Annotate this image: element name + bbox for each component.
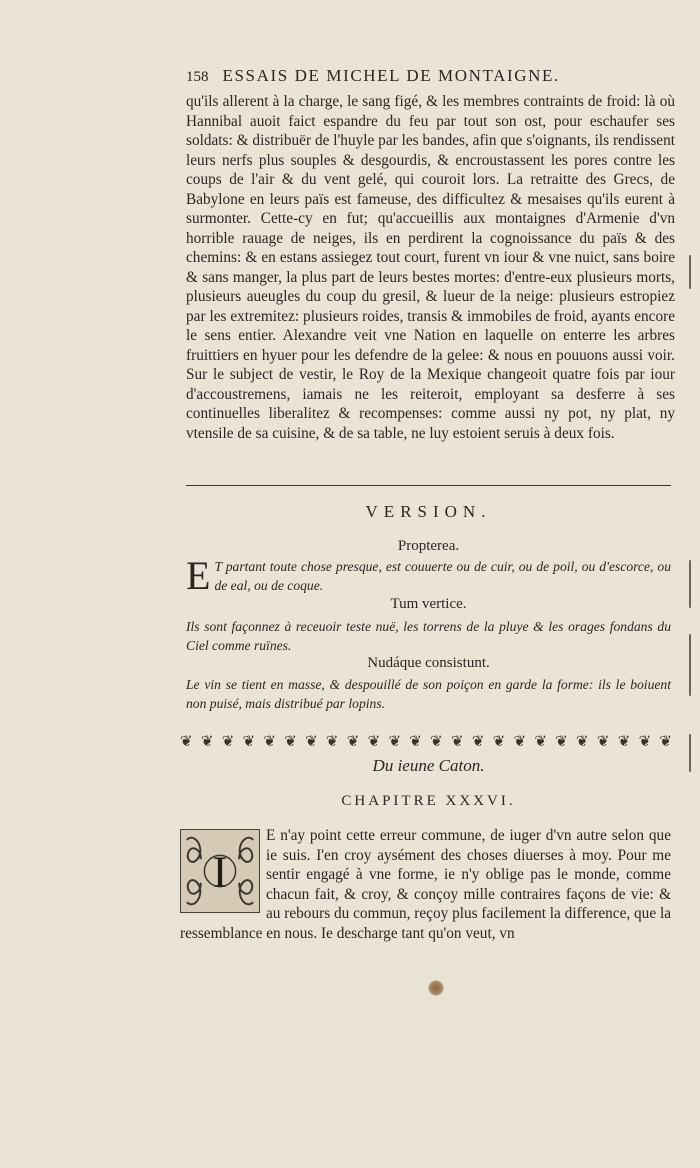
initial-letter: I	[212, 846, 228, 897]
page-number: 158	[186, 69, 209, 85]
fleuron-icon: ❦	[471, 733, 484, 750]
fleuron-icon: ❦	[450, 733, 463, 750]
divider-rule	[186, 485, 671, 486]
fleuron-icon: ❦	[388, 733, 401, 750]
margin-mark	[689, 634, 691, 696]
fleuron-icon: ❦	[305, 733, 317, 750]
fleuron-icon: ❦	[534, 733, 546, 750]
fleuron-icon: ❦	[555, 733, 567, 750]
fleuron-icon: ❦	[180, 733, 192, 750]
chapter-heading: CHAPITRE XXXVI.	[341, 793, 516, 809]
margin-mark	[689, 734, 691, 772]
latin-quote-1: Propterea.	[397, 538, 460, 554]
fleuron-icon: ❦	[325, 733, 338, 750]
chapter-text: E n'ay point cette erreur commune, de iuger d'vn autre selon que ie suis. I'en croy aysément des choses diuerses à moy. Pour me sentir engagé à vne forme, ie n'y oblige pas le monde, comme chacun fait, & croy, & conçoy mille contraires façons de vie: & au rebours du commun, reçoy plus facilement la difference, que la ressemblance en nous. Ie descharge tant qu'on veut, vn	[180, 827, 671, 942]
fleuron-icon: ❦	[221, 733, 234, 750]
margin-mark	[689, 255, 691, 289]
margin-mark	[689, 560, 691, 608]
fleuron-icon: ❦	[596, 733, 609, 750]
running-title: ESSAIS DE MICHEL DE MONTAIGNE.	[222, 66, 560, 85]
fleuron-icon: ❦	[617, 733, 630, 750]
fleuron-icon: ❦	[242, 733, 255, 750]
fleuron-icon: ❦	[430, 733, 442, 750]
translation-1-text: T partant toute chose presque, est couuerte ou de cuir, ou de poil, ou d'escorce, ou de eal, ou de coque.	[214, 559, 671, 593]
translation-3	[186, 675, 671, 713]
fleuron-icon: ❦	[409, 733, 421, 750]
fleuron-icon: ❦	[492, 733, 505, 750]
version-heading: VERSION.	[365, 502, 492, 521]
fleuron-icon: ❦	[263, 733, 275, 750]
latin-quote-3: Nudáque consistunt.	[367, 655, 490, 671]
translation-1	[186, 553, 671, 598]
fleuron-icon: ❦	[576, 733, 588, 750]
fleuron-band	[180, 730, 671, 752]
latin-quote-2: Tum vertice.	[390, 596, 467, 612]
translation-2-text: Ils sont façonnez à receuoir teste nuë, les torrens de la pluye & les orages fondans du Ciel comme ruïnes.	[186, 619, 671, 653]
fleuron-icon: ❦	[284, 733, 296, 750]
fleuron-icon: ❦	[200, 733, 213, 750]
translation-3-text: Le vin se tient en masse, & despouillé de son poiçon en garde la forme: ils le boiuent non puisé, mais distribué par lopins.	[186, 677, 671, 711]
fleuron-icon: ❦	[659, 733, 671, 750]
body-text: qu'ils allerent à la charge, le sang figé, & les membres contraints de froid: là où Hannibal auoit faict espandre du feu par tout son ost, pour eschaufer ses soldats: & distribuër de l'huyle par les bandes, afin que s'oignants, ils rendissent leurs nerfs plus souples & desgourdis, & encroustassent les pores contre les coups de l'air & du vent gelé, qui couroit lors. La retraitte des Grecs, de Babylone en leurs païs est fameuse, des difficultez & mesaises qu'ils eurent à surmonter. Cette-cy en fut; qu'accueillis aux montaignes d'Armenie d'vn horrible rauage de neiges, ils en perdirent la cognoissance du païs & des chemins: & en estans assiegez tout court, furent vn iour & vne nuict, sans boire & sans manger, la plus part de leurs bestes mortes: d'entre-eux plusieurs morts, plusieurs aueugles du coup du gresil, & lueur de la neige: plusieurs estropiez par les extremitez: plusieurs roides, transis & immobiles de froid, ayants encore le sens entier. Alexandre veit vne Nation en laquelle on enterre les arbres fruittiers en hyuer pour les defendre de la gelee: & nous en pouuons aussi voir. Sur le subject de vestir, le Roy de la Mexique changeoit quatre fois par iour d'accoustremens, iamais ne les reiteroit, employant sa desferre à ses continuelles liberalitez & recompenses: comme aussi ny pot, ny plat, ny vtensile de sa cuisine, & de sa table, ne luy estoient seruis à deux fois.	[186, 93, 675, 442]
section-title: Du ieune Caton.	[372, 756, 485, 775]
fleuron-icon: ❦	[346, 733, 359, 750]
drop-letter: E	[186, 553, 211, 598]
translation-2	[186, 617, 671, 655]
fleuron-icon: ❦	[367, 733, 380, 750]
paper-stain	[428, 980, 444, 996]
running-header	[186, 66, 636, 86]
fleuron-icon: ❦	[513, 733, 526, 750]
chapter-paragraph	[180, 826, 671, 944]
body-paragraph	[186, 92, 675, 443]
fleuron-icon: ❦	[638, 733, 651, 750]
